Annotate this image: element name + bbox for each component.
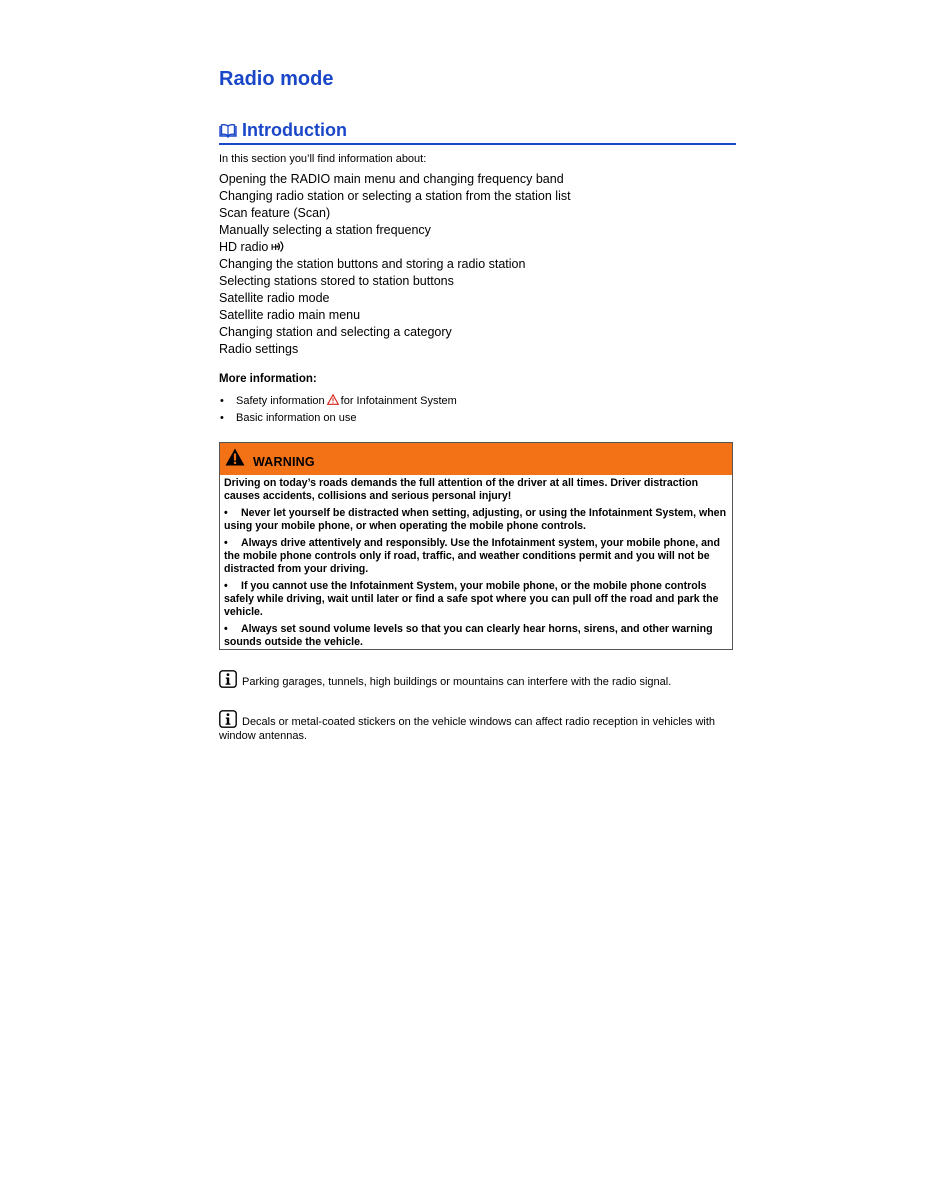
topic-item[interactable]: Satellite radio mode xyxy=(219,291,330,305)
info-icon xyxy=(219,710,237,728)
note: Parking garages, tunnels, high buildings or mountains can interfere with the radio signal. xyxy=(219,670,735,689)
topic-item[interactable]: Manually selecting a station frequency xyxy=(219,223,431,237)
more-info-item[interactable]: • Safety information for Infotainment System xyxy=(219,393,457,410)
topic-item[interactable]: Opening the RADIO main menu and changing frequency band xyxy=(219,172,564,186)
warning-header xyxy=(220,443,732,475)
topic-item[interactable]: Changing radio station or selecting a station from the station list xyxy=(219,189,571,203)
warning-box xyxy=(219,442,733,650)
topic-item[interactable]: Changing station and selecting a category xyxy=(219,325,452,339)
warning-bullet: • If you cannot use the Infotainment System, your mobile phone, or the mobile phone controls safely while driving, wait until later or find a safe spot where you can pull off the road and park the vehicle. xyxy=(224,580,719,618)
more-info-heading: More information: xyxy=(219,373,317,385)
topic-item[interactable]: Radio settings xyxy=(219,342,299,356)
more-info-item[interactable]: • Basic information on use xyxy=(219,410,457,427)
warning-triangle-icon xyxy=(327,394,339,405)
topic-item[interactable]: Changing the station buttons and storing a radio station xyxy=(219,257,526,271)
topic-item[interactable]: Scan feature (Scan) xyxy=(219,206,331,220)
intro-text: In this section you’ll find information about: xyxy=(219,153,427,165)
warning-icon xyxy=(225,448,245,466)
warning-bullet: • Always set sound volume levels so that you can clearly hear horns, sirens, and other warning sounds outside the vehicle. xyxy=(224,623,713,648)
topic-item[interactable]: Satellite radio main menu xyxy=(219,308,361,322)
bullet: • xyxy=(220,395,224,407)
warning-bullet: • Always drive attentively and responsibly. Use the Infotainment system, your mobile phone, and the mobile phone controls only if road, traffic, and weather conditions permit and you will not be distracted from your driving. xyxy=(224,537,720,575)
info-icon xyxy=(219,670,237,688)
note: Decals or metal-coated stickers on the vehicle windows can affect radio reception in vehicles with window antennas. xyxy=(219,710,735,743)
topic-list xyxy=(219,171,571,358)
svg-text:H: H xyxy=(271,243,278,252)
chapter-title: Radio mode xyxy=(219,68,334,90)
warning-intro: Driving on today’s roads demands the full attention of the driver at all times. Driver distraction causes accidents, collisions and serious personal injury! xyxy=(224,477,699,502)
hd-radio-icon xyxy=(271,241,285,252)
section-title: Introduction xyxy=(242,120,347,140)
book-icon xyxy=(219,124,237,138)
topic-item[interactable]: HD radio H xyxy=(219,239,571,256)
section-header xyxy=(219,119,736,145)
topic-item[interactable]: Selecting stations stored to station buttons xyxy=(219,274,454,288)
warning-title: WARNING xyxy=(253,455,315,469)
bullet: • xyxy=(220,412,224,424)
warning-bullet: • Never let yourself be distracted when setting, adjusting, or using the Infotainment System, when using your mobile phone, or when operating the mobile phone controls. xyxy=(224,507,727,532)
warning-body xyxy=(220,475,732,649)
more-info-list xyxy=(219,393,457,427)
